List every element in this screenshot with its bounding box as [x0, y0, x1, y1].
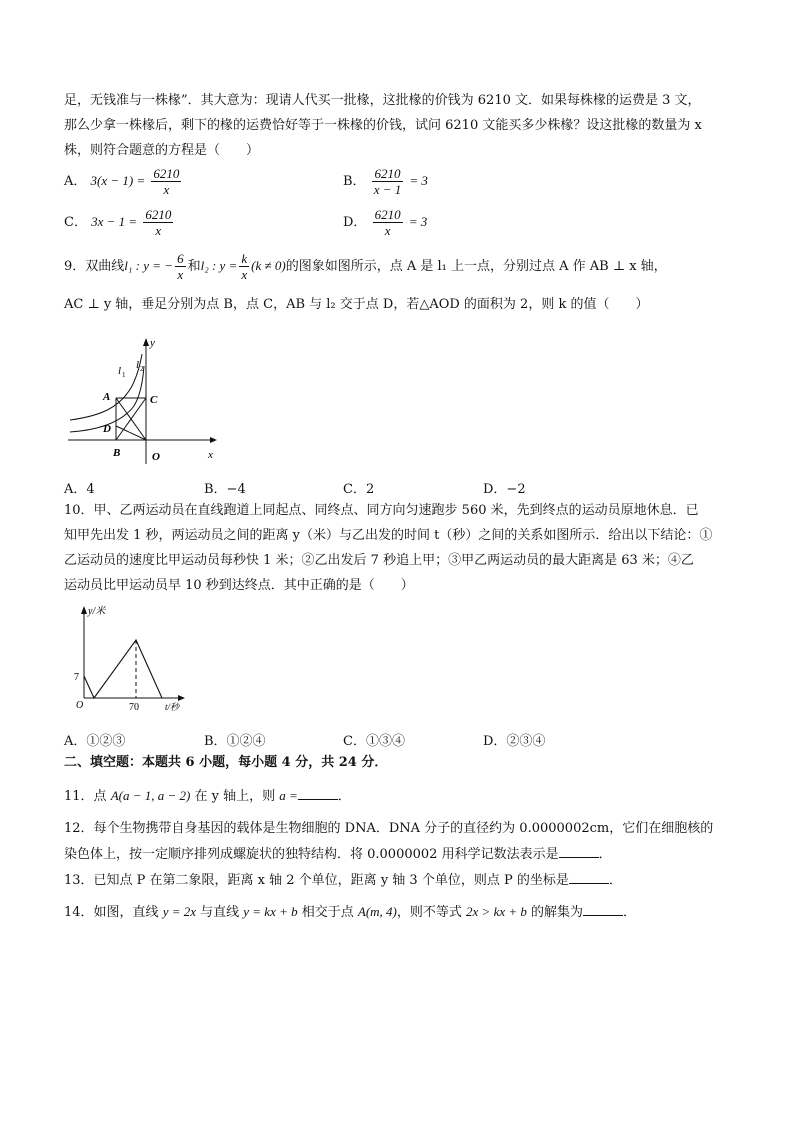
q11-point: A(a − 1, a − 2) — [110, 788, 191, 803]
fraction — [373, 207, 403, 238]
q14-line-2: y = kx + b — [243, 904, 298, 919]
q10-line2: 知甲先出发 1 秒，两运动员之间的距离 y（米）与乙出发的时间 t（秒）之间的关系如图所示．给出以下结论：① — [64, 528, 713, 543]
answer-blank[interactable] — [583, 903, 623, 916]
q11-end: ． — [337, 789, 351, 804]
q8-option-c — [64, 207, 175, 238]
q10-line4: 运动员比甲运动员早 10 秒到达终点．其中正确的是（ ） — [64, 578, 414, 593]
q8-option-d — [343, 207, 427, 238]
q9-figure — [60, 336, 220, 466]
label-l1-sub: 1 — [122, 371, 126, 379]
q13 — [64, 871, 622, 890]
q9-line1 — [64, 250, 667, 283]
denominator: x − 1 — [373, 182, 402, 197]
label-a: A — [103, 391, 111, 403]
fraction — [151, 166, 181, 197]
answer-blank[interactable] — [298, 787, 338, 800]
distance-graph — [84, 640, 162, 698]
l2-definition: l₂ : y = — [200, 258, 238, 273]
q12-line1: 12．每个生物携带自身基因的载体是生物细胞的 DNA．DNA 分子的直径约为 0.0000002cm，它们在细胞核的 — [64, 821, 714, 836]
q10-option-b: B．①②④ — [204, 734, 266, 749]
q12-text: 染色体上，按一定顺序排列成螺旋状的独特结构．将 0.0000002 用科学记数法表示是 — [64, 847, 559, 862]
q12-line2 — [64, 845, 612, 864]
denominator: x — [241, 267, 248, 282]
q14-prefix: 14．如图，直线 — [64, 905, 163, 920]
fraction — [175, 251, 186, 282]
q11-prefix: 11．点 — [64, 789, 111, 804]
q14-text: 的解集为 — [526, 905, 584, 920]
q8-option-a — [64, 166, 183, 197]
numerator: k — [241, 251, 248, 266]
t-arrow — [178, 695, 185, 701]
option-expression: = 3 — [409, 173, 428, 188]
y-arrow — [143, 338, 149, 346]
l1-definition: l₁ : y = − — [124, 258, 174, 273]
label-l1: l — [118, 365, 122, 377]
q13-end: ． — [608, 873, 622, 888]
q8-line3: 株，则符合题意的方程是（ ） — [64, 143, 260, 158]
q14-end: ． — [623, 905, 637, 920]
q10-figure — [66, 604, 196, 714]
q10-line3: 乙运动员的速度比甲运动员每秒快 1 米；②乙出发后 7 秒追上甲；③甲乙两运动员的最大距离是 63 米；④乙 — [64, 553, 694, 568]
tick-70: 70 — [129, 702, 139, 713]
option-label: B． — [343, 174, 366, 189]
q14-text: 与直线 — [196, 905, 244, 920]
condition: (k ≠ 0) — [251, 258, 286, 273]
q14-text: 相交于点 — [297, 905, 358, 920]
q14-text: ，则不等式 — [396, 905, 467, 920]
q10-option-d: D．②③④ — [483, 734, 546, 749]
option-label: A． — [64, 174, 87, 189]
x-arrow — [210, 437, 217, 443]
numerator: 6210 — [153, 166, 180, 181]
q14-line-1: y = 2x — [162, 904, 196, 919]
label-o: O — [152, 451, 160, 463]
q11-middle: 在 y 轴上，则 — [190, 789, 280, 804]
q9-line2: AC ⊥ y 轴，垂足分别为点 B，点 C，AB 与 l₂ 交于点 D，若△AOD 的面积为 2，则 k 的值（ ） — [64, 297, 649, 312]
option-expression: = 3 — [408, 214, 428, 229]
q8-line1: 足，无钱准与一株椽”．其大意为：现请人代买一批椽，这批椽的价钱为 6210 文．如果每株椽的运费是 3 文， — [64, 93, 701, 108]
label-c: C — [150, 394, 158, 406]
option-label: D． — [343, 215, 367, 230]
numerator: 6210 — [145, 207, 172, 222]
q9-option-a: A．4 — [64, 482, 95, 497]
label-y: y — [150, 337, 155, 349]
q9-option-b: B．−4 — [204, 482, 246, 497]
q10-line1: 10．甲、乙两运动员在直线跑道上同起点、同终点、同方向匀速跑步 560 米，先到终点的运动员原地休息．已 — [64, 503, 699, 518]
label-y: y/米 — [88, 606, 106, 617]
q8-option-b — [343, 166, 428, 197]
q11 — [64, 787, 351, 806]
q11-variable: a = — [279, 788, 298, 803]
label-t: t/秒 — [165, 702, 180, 712]
q9-option-c: C．2 — [343, 482, 375, 497]
q9-prefix: 9．双曲线 — [64, 259, 125, 274]
label-x: x — [208, 449, 213, 461]
conjunction: 和 — [187, 259, 201, 274]
origin-label: O — [76, 700, 84, 711]
answer-blank[interactable] — [569, 871, 609, 884]
numerator: 6210 — [374, 207, 401, 222]
fraction — [143, 207, 173, 238]
fraction — [372, 166, 404, 197]
q14 — [64, 903, 636, 922]
q10-option-c: C．①③④ — [343, 734, 405, 749]
answer-blank[interactable] — [559, 845, 599, 858]
numerator: 6 — [177, 251, 184, 266]
q9-line1-rest: 的图象如图所示，点 A 是 l₁ 上一点，分别过点 A 作 AB ⊥ x 轴， — [285, 259, 667, 274]
denominator: x — [177, 267, 184, 282]
label-d: D — [103, 423, 111, 435]
section-2-heading: 二、填空题：本题共 6 小题，每小题 4 分，共 24 分． — [64, 755, 388, 770]
label-l2: l — [136, 359, 140, 371]
tick-7: 7 — [74, 672, 79, 683]
q8-line2: 那么少拿一株椽后，剩下的椽的运费恰好等于一株椽的价钱，试问 6210 文能买多少株椽？设这批椽的数量为 x — [64, 118, 702, 133]
numerator: 6210 — [372, 166, 404, 182]
denominator: x — [384, 223, 391, 238]
q9-option-d: D．−2 — [483, 482, 526, 497]
denominator: x — [163, 182, 170, 197]
label-l2-sub: 2 — [140, 365, 144, 373]
fraction — [239, 251, 249, 282]
q14-inequality: 2x > kx + b — [466, 904, 527, 919]
label-b: B — [113, 447, 121, 459]
option-label: C． — [64, 215, 87, 230]
y-arrow — [81, 606, 87, 614]
q12-end: ． — [598, 847, 612, 862]
q10-option-a: A．①②③ — [64, 734, 126, 749]
q14-point: A(m, 4) — [357, 904, 397, 919]
denominator: x — [155, 223, 162, 238]
option-expression: 3x − 1 = — [91, 214, 138, 229]
q13-text: 13．已知点 P 在第二象限，距离 x 轴 2 个单位，距离 y 轴 3 个单位，则点 P 的坐标是 — [64, 873, 569, 888]
option-expression: 3(x − 1) = — [90, 173, 146, 188]
